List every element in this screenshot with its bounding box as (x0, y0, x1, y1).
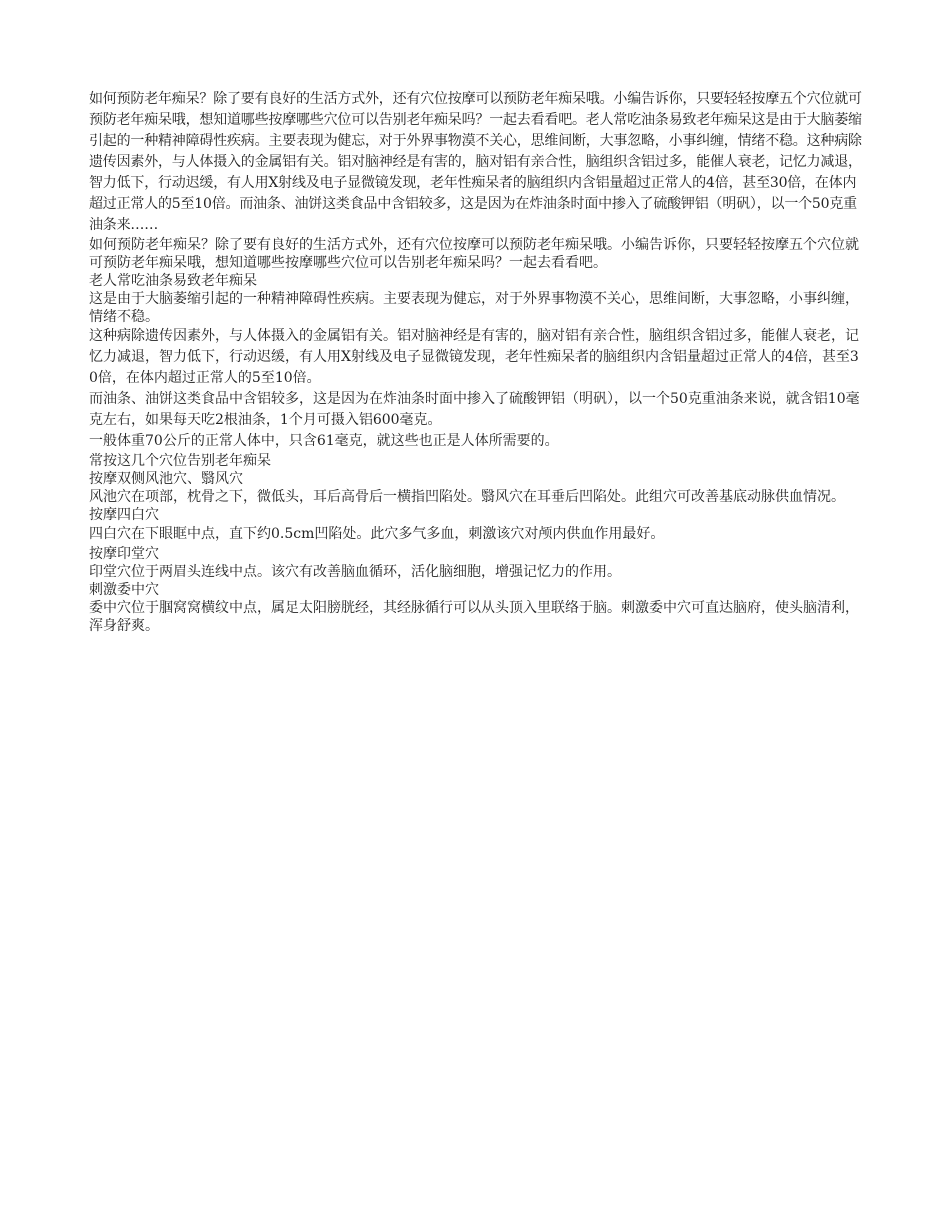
paragraph-cause: 这是由于大脑萎缩引起的一种精神障碍性疾病。主要表现为健忘，对于外界事物漠不关心，思维间断，大事忽略，小事纠缠，情绪不稳。 (89, 291, 859, 325)
paragraph-youtiao: 而油条、油饼这类食品中含铝较多，这是因为在炸油条时面中掺入了硫酸钾铝（明矾），以一个50克重油条来说，就含铝10毫克左右，如果每天吃2根油条，1个月可摄入铝600毫克。 (89, 391, 860, 428)
document-page (89, 89, 864, 635)
article-summary: 如何预防老年痴呆？除了要有良好的生活方式外，还有穴位按摩可以预防老年痴呆哦。小编告诉你，只要轻轻按摩五个穴位就可预防老年痴呆哦，想知道哪些按摩哪些穴位可以告别老年痴呆吗？一起去看看吧。老人常吃油条易致老年痴呆这是由于大脑萎缩引起的一种精神障碍性疾病。主要表现为健忘，对于外界事物漠不关心，思维间断，大事忽略，小事纠缠，情绪不稳。这种病除遗传因素外，与人体摄入的金属铝有关。铝对脑神经是有害的，脑对铝有亲合性，脑组织含铝过多，能催人衰老，记忆力减退，智力低下，行动迟缓，有人用X射线及电子显微镜发现，老年性痴呆者的脑组织内含铝量超过正常人的4倍，甚至30倍，在体内超过正常人的5至10倍。而油条、油饼这类食品中含铝较多，这是因为在炸油条时面中掺入了硫酸钾铝（明矾），以一个50克重油条来…… (89, 91, 862, 233)
paragraph-aluminum: 这种病除遗传因素外，与人体摄入的金属铝有关。铝对脑神经是有害的，脑对铝有亲合性，脑组织含铝过多，能催人衰老，记忆力减退，智力低下，行动迟缓，有人用X射线及电子显微镜发现，老年性痴呆者的脑组织内含铝量超过正常人的4倍，甚至30倍，在体内超过正常人的5至10倍。 (89, 328, 859, 386)
paragraph-sibai: 四白穴在下眼眶中点，直下约0.5cm凹陷处。此穴多气多血，刺激该穴对颅内供血作用最好。 (89, 526, 665, 542)
paragraph-fengchi: 风池穴在项部，枕骨之下，微低头，耳后高骨后一横指凹陷处。翳风穴在耳垂后凹陷处。此组穴可改善基底动脉供血情况。 (89, 489, 845, 505)
section-heading-oil: 老人常吃油条易致老年痴呆 (89, 273, 257, 289)
subheading-sibai: 按摩四白穴 (89, 507, 159, 523)
subheading-weizhong: 刺激委中穴 (89, 582, 159, 598)
section-heading-points: 常按这几个穴位告别老年痴呆 (89, 453, 271, 469)
paragraph-yintang: 印堂穴位于两眉头连线中点。该穴有改善脑血循环，活化脑细胞，增强记忆力的作用。 (89, 564, 621, 580)
subheading-fengchi: 按摩双侧风池穴、翳风穴 (89, 471, 243, 487)
paragraph-body-aluminum: 一般体重70公斤的正常人体中，只含61毫克，就这些也正是人体所需要的。 (89, 433, 559, 449)
paragraph-weizhong: 委中穴位于腘窝窝横纹中点，属足太阳膀胱经，其经脉循行可以从头顶入里联络于脑。刺激委中穴可直达脑府，使头脑清利，浑身舒爽。 (89, 600, 859, 634)
subheading-yintang: 按摩印堂穴 (89, 546, 159, 562)
article-intro: 如何预防老年痴呆？除了要有良好的生活方式外，还有穴位按摩可以预防老年痴呆哦。小编告诉你，只要轻轻按摩五个穴位就可预防老年痴呆哦，想知道哪些按摩哪些穴位可以告别老年痴呆吗？一起去看看吧。 (89, 237, 859, 271)
